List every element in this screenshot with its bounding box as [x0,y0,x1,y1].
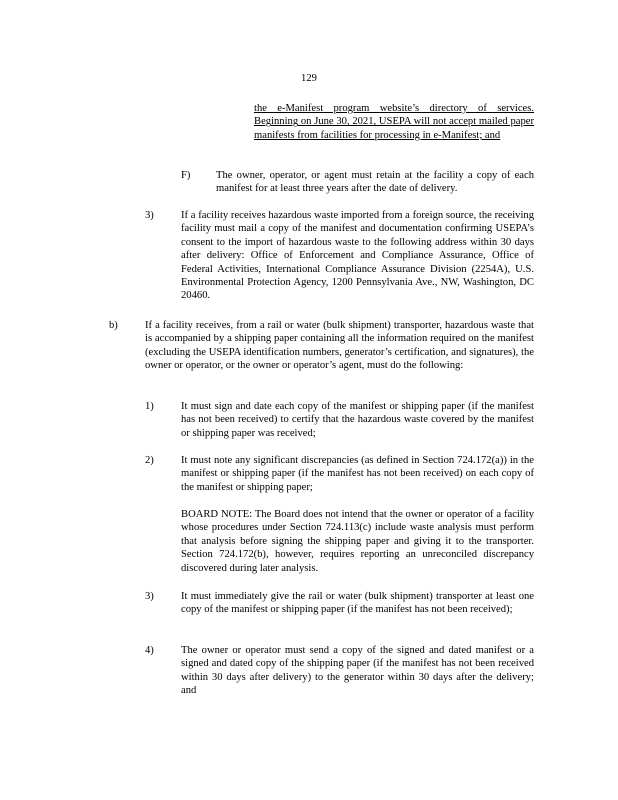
item-marker-1: 1) [145,401,154,412]
section-b-text: If a facility receives, from a rail or water (bulk shipment) transporter, hazardous waste that is accompanied by a shipping paper containing all the information required on the manifest (excluding the USEPA identification numbers, generator’s certification, and signatures), the owner or operator, or the owner or operator’s agent, must do the following: [145,320,534,372]
section-marker-b: b) [109,320,118,331]
item-3 [181,590,534,617]
item-3-text: It must immediately give the rail or water (bulk shipment) transporter at least one copy of the manifest or shipping paper (if the manifest has not been received); [181,591,534,616]
item-marker-4: 4) [145,645,154,656]
item-2 [181,454,534,494]
continued-amended-text [254,102,534,142]
item-4 [181,644,534,698]
subsection-3-text: If a facility receives hazardous waste imported from a foreign source, the receiving facility must mail a copy of the manifest and documentation confirming USEPA’s consent to the import of hazardous waste to the following address within 30 days after delivery: Office of Enforcement and Compliance Assurance, Office of Federal Activities, International Compliance Assurance Division (2254A), U.S. Environmental Protection Agency, 1200 Pennsylvania Ave., NW, Washington, DC 20460. [181,210,534,302]
subsection-3-import [181,209,534,303]
item-1 [181,400,534,440]
item-marker-3: 3) [145,591,154,602]
board-note-text: BOARD NOTE: The Board does not intend that the owner or operator of a facility whose procedures under Section 724.113(c) include waste analysis must perform that analysis before signing the shipping paper and giving it to the transporter. Section 724.172(b), however, requires reporting an unreconciled discrepancy discovered during later analysis. [181,509,534,574]
underlined-added-text: the e-Manifest program website’s directory of services. Beginning on June 30, 2021, USEPA will not accept mailed paper manifests from facilities for processing in e-Manifest; and [254,103,534,141]
item-4-text: The owner or operator must send a copy of the signed and dated manifest or a signed and dated copy of the shipping paper (if the manifest has not been received within 30 days after delivery) to the generator within 30 days after the delivery; and [181,645,534,697]
item-2-text: It must note any significant discrepancies (as defined in Section 724.172(a)) in the manifest or shipping paper (if the manifest has not been received) on each copy of the manifest or shipping paper; [181,455,534,493]
subsection-marker-F: F) [181,170,191,181]
board-note [181,508,534,575]
subsection-F [216,169,534,196]
page-number: 129 [301,73,317,84]
item-marker-2: 2) [145,455,154,466]
subsection-marker-3: 3) [145,210,154,221]
subsection-F-text: The owner, operator, or agent must retain at the facility a copy of each manifest for at least three years after the date of delivery. [216,170,534,195]
item-1-text: It must sign and date each copy of the manifest or shipping paper (if the manifest has not been received) to certify that the hazardous waste covered by the manifest or shipping paper was received; [181,401,534,439]
section-b [145,319,534,373]
